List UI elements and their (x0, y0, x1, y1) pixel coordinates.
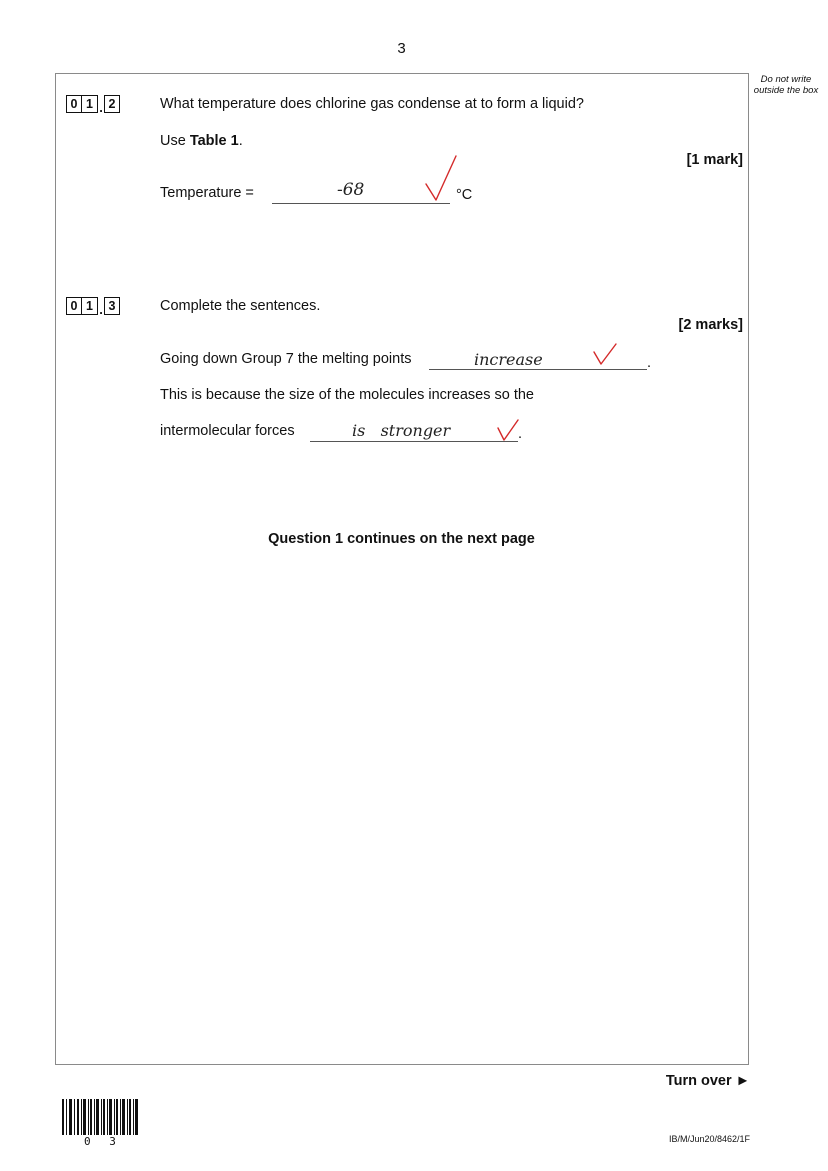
tick-icon (590, 340, 620, 368)
sentence-3-answer-line (310, 441, 518, 442)
qnum-digit: 1 (82, 297, 98, 315)
qnum-digit: 0 (66, 297, 82, 315)
question-number-01-3: 0 1 . 3 (66, 296, 120, 315)
qnum-digit: 1 (82, 95, 98, 113)
sentence-1-answer-line (429, 369, 647, 370)
sentence-1-answer: increase (474, 350, 543, 369)
marks-01-2: [1 mark] (686, 152, 743, 168)
sentence-1-end: . (647, 355, 652, 371)
qnum-digit: 2 (104, 95, 120, 113)
turn-over: Turn over ► (665, 1073, 750, 1089)
question-01-2-instruction: Use Table 1. (160, 133, 243, 149)
sentence-3-answer: is stronger (352, 421, 451, 440)
question-01-2-text: What temperature does chlorine gas condense at to form a liquid? (160, 96, 584, 112)
margin-note: Do not write outside the box (753, 74, 819, 96)
marks-01-3: [2 marks] (678, 317, 743, 333)
qnum-digit: 3 (104, 297, 120, 315)
barcode-number: 0 3 (84, 1135, 122, 1148)
sentence-3-prefix: intermolecular forces (160, 423, 295, 439)
page-number: 3 (397, 40, 406, 57)
sentence-3-end: . (518, 426, 523, 442)
temperature-label: Temperature = (160, 185, 254, 201)
question-number-01-2: 0 1 . 2 (66, 94, 120, 113)
qnum-digit: 0 (66, 95, 82, 113)
answer-frame (55, 73, 749, 1065)
barcode-icon (62, 1099, 140, 1135)
question-01-3-text: Complete the sentences. (160, 298, 321, 314)
temperature-unit: °C (456, 187, 473, 203)
temperature-answer: -68 (337, 180, 365, 200)
sentence-1-prefix: Going down Group 7 the melting points (160, 351, 412, 367)
continues-note: Question 1 continues on the next page (268, 531, 535, 547)
paper-reference: IB/M/Jun20/8462/1F (668, 1134, 750, 1144)
sentence-2: This is because the size of the molecules increases so the (160, 387, 534, 403)
